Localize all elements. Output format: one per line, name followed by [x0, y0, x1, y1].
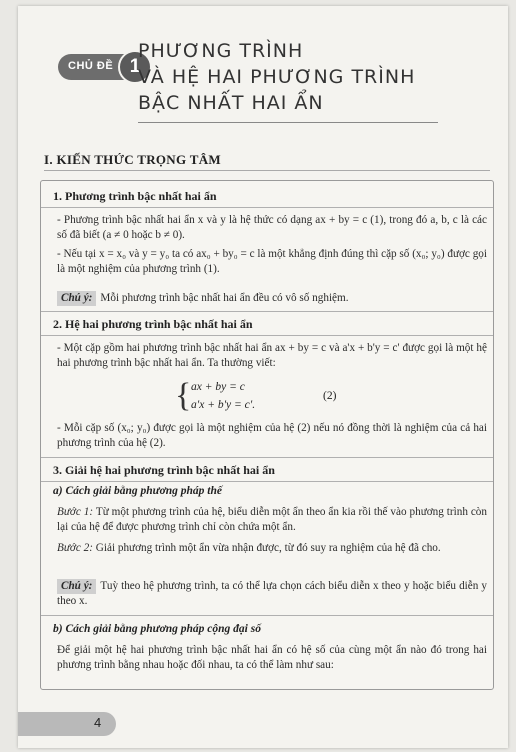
- chapter-title-line-3: BẬC NHẤT HAI ẨN: [138, 92, 324, 114]
- subsection-2-paragraph-1: - Một cặp gồm hai phương trình bậc nhất hai ẩn ax + by = c và a'x + b'y = c' được gọi là một hệ hai phương trình bậc nhất hai ẩn. Ta thường viết:: [57, 342, 487, 369]
- subsection-1-paragraph-1: - Phương trình bậc nhất hai ẩn x và y là hệ thức có dạng ax + by = c (1), trong đó a, b, c là các số đã biết (a ≠ 0 hoặc b ≠ 0).: [57, 214, 487, 241]
- chapter-badge-label: CHỦ ĐỀ: [68, 60, 114, 72]
- system-label: (2): [323, 390, 337, 402]
- note-text: Mỗi phương trình bậc nhất hai ẩn đều có vô số nghiệm.: [100, 292, 349, 304]
- method-b-heading: b) Cách giải bằng phương pháp cộng đại số: [53, 623, 261, 635]
- chapter-title-line-2: VÀ HỆ HAI PHƯƠNG TRÌNH: [138, 66, 416, 88]
- note-tag: Chú ý:: [57, 579, 96, 594]
- system-equation-1: ax + by = c: [191, 381, 245, 393]
- section-title: I. KIẾN THỨC TRỌNG TÂM: [44, 152, 221, 167]
- equation-system: [41, 377, 493, 417]
- subsection-2-top-divider: [41, 311, 493, 312]
- title-underline: [138, 122, 438, 123]
- subsection-3-divider: [41, 481, 493, 482]
- subsection-1-note: [57, 291, 487, 306]
- method-a-heading: a) Cách giải bằng phương pháp thế: [53, 485, 222, 497]
- method-b-paragraph: Để giải một hệ hai phương trình bậc nhất hai ẩn có hệ số của cùng một ẩn nào đó trong hai phương trình bằng nhau hoặc đối nhau, ta có thể làm như sau:: [57, 644, 487, 671]
- step-1-text: Từ một phương trình của hệ, biểu diễn một ẩn theo ẩn kia rồi thế vào phương trình còn lại của hệ để được phương trình chỉ còn chứa một ẩn.: [57, 506, 487, 533]
- system-brace: {: [175, 377, 192, 414]
- section-divider: [44, 170, 490, 171]
- subsection-2-paragraph-2: - Mỗi cặp số (x₀; y₀) được gọi là một nghiệm của hệ (2) nếu nó đồng thời là nghiệm của cả hai phương trình của hệ (2).: [57, 422, 487, 449]
- chapter-title-line-1: PHƯƠNG TRÌNH: [138, 40, 304, 62]
- method-a-step-1: [57, 505, 487, 535]
- page-number: 4: [94, 715, 102, 730]
- subsection-1-paragraph-2: - Nếu tại x = x₀ và y = y₀ ta có ax₀ + by₀ = c là một khẳng định đúng thì cặp số (x₀; y₀) được gọi là một nghiệm của phương trình (1).: [57, 248, 487, 275]
- chapter-badge: [58, 50, 150, 84]
- note-tag: Chú ý:: [57, 291, 96, 306]
- book-page: [18, 6, 508, 748]
- subsection-2-divider: [41, 335, 493, 336]
- step-2-tag: Bước 2:: [57, 542, 93, 554]
- subsection-3-top-divider: [41, 457, 493, 458]
- chapter-number: 1: [129, 56, 141, 77]
- key-knowledge-box: [40, 180, 494, 690]
- subsection-2-heading: 2. Hệ hai phương trình bậc nhất hai ẩn: [53, 317, 253, 331]
- method-a-note: [57, 579, 487, 609]
- step-1-tag: Bước 1:: [57, 506, 94, 518]
- subsection-1-divider: [41, 207, 493, 208]
- step-2-text: Giải phương trình một ẩn vừa nhận được, từ đó suy ra nghiệm của hệ đã cho.: [95, 542, 441, 554]
- page-number-tab: [18, 712, 116, 736]
- system-equation-2: a'x + b'y = c'.: [191, 399, 256, 411]
- method-b-top-divider: [41, 615, 493, 616]
- note-text: Tuỳ theo hệ phương trình, ta có thể lựa chọn cách biểu diễn x theo y hoặc biểu diễn y theo x.: [57, 580, 487, 607]
- subsection-1-heading: 1. Phương trình bậc nhất hai ẩn: [53, 189, 217, 203]
- method-a-step-2: [57, 541, 487, 556]
- subsection-3-heading: 3. Giải hệ hai phương trình bậc nhất hai ẩn: [53, 463, 275, 477]
